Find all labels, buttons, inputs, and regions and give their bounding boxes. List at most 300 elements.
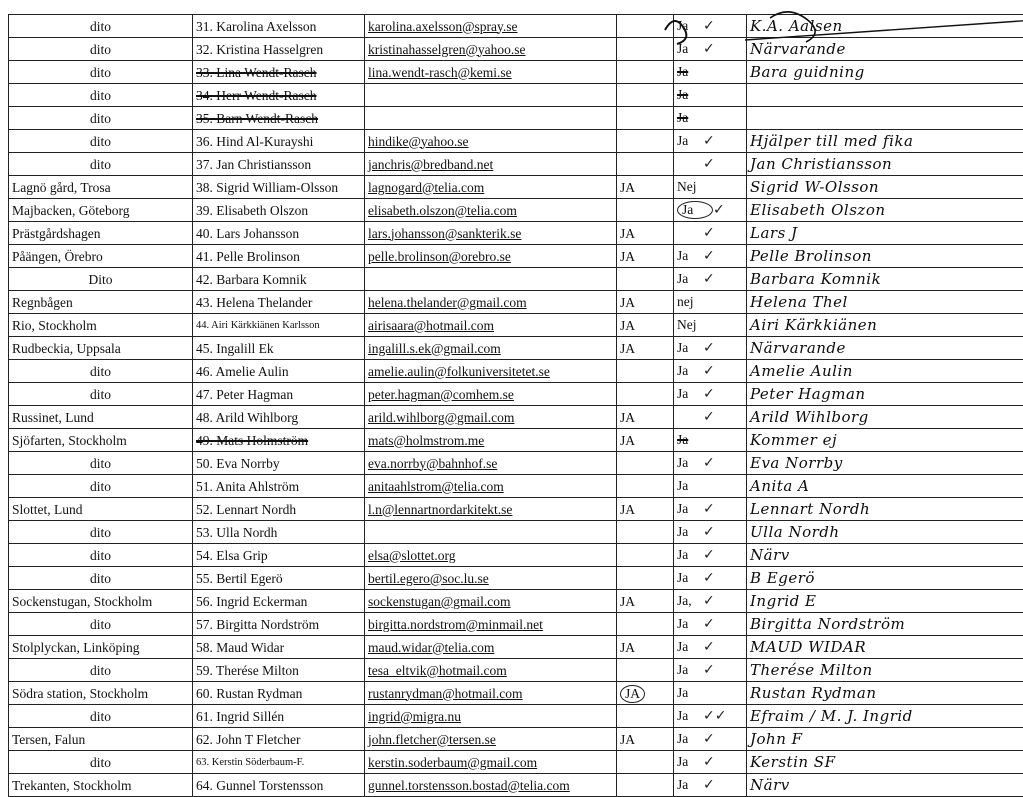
- place-cell: dito: [9, 475, 193, 498]
- attendance-answer: Nej: [677, 176, 703, 197]
- checkmark-icon: ✓: [703, 731, 715, 747]
- email-link[interactable]: anitaahlstrom@telia.com: [368, 479, 504, 494]
- attendance-answer: Ja: [677, 659, 703, 680]
- email-link[interactable]: sockenstugan@gmail.com: [368, 594, 511, 609]
- ja-cell: [617, 521, 674, 544]
- participant-name: 46. Amelie Aulin: [196, 364, 289, 379]
- ja-mark: JA: [620, 410, 635, 425]
- name-cell: [193, 268, 365, 291]
- name-cell: [193, 406, 365, 429]
- table-row: [9, 728, 1023, 751]
- ja-cell: [617, 222, 674, 245]
- table-row: [9, 521, 1023, 544]
- attendance-cell: [674, 774, 747, 797]
- table-row: [9, 659, 1023, 682]
- email-link[interactable]: birgitta.nordstrom@minmail.net: [368, 617, 543, 632]
- email-cell: [365, 153, 617, 176]
- ja-cell: [617, 429, 674, 452]
- attendance-cell: [674, 751, 747, 774]
- attendance-answer: Ja: [677, 84, 703, 105]
- email-link[interactable]: karolina.axelsson@spray.se: [368, 19, 518, 34]
- ja-mark: JA: [620, 295, 635, 310]
- participant-name: 45. Ingalill Ek: [196, 341, 274, 356]
- place-cell: Russinet, Lund: [9, 406, 193, 429]
- signature-cell: [747, 452, 1023, 475]
- email-link[interactable]: peter.hagman@comhem.se: [368, 387, 514, 402]
- name-cell: [193, 613, 365, 636]
- signature-cell: [747, 567, 1023, 590]
- table-row: [9, 475, 1023, 498]
- participant-name: 62. John T Fletcher: [196, 732, 301, 747]
- ja-mark: JA: [620, 180, 635, 195]
- participant-name: 54. Elsa Grip: [196, 548, 268, 563]
- email-cell: [365, 61, 617, 84]
- signature-text: Närv: [750, 776, 790, 794]
- name-cell: [193, 590, 365, 613]
- participant-name: 40. Lars Johansson: [196, 226, 299, 241]
- email-cell: [365, 613, 617, 636]
- participant-name: 61. Ingrid Sillén: [196, 709, 284, 724]
- signature-cell: [747, 84, 1023, 107]
- checkmark-icon: ✓: [703, 41, 715, 57]
- signature-text: John F: [750, 730, 803, 748]
- place-cell: Stolplyckan, Linköping: [9, 636, 193, 659]
- participant-name: 51. Anita Ahlström: [196, 479, 299, 494]
- email-link[interactable]: airisaara@hotmail.com: [368, 318, 494, 333]
- email-link[interactable]: l.n@lennartnordarkitekt.se: [368, 502, 512, 517]
- place-cell: Tersen, Falun: [9, 728, 193, 751]
- signature-cell: [747, 199, 1023, 222]
- place-cell: Södra station, Stockholm: [9, 682, 193, 705]
- signature-text: Helena Thel: [750, 293, 848, 311]
- signature-text: Kommer ej: [750, 431, 837, 449]
- participant-name: 57. Birgitta Nordström: [196, 617, 319, 632]
- place-cell: dito: [9, 84, 193, 107]
- ja-cell: [617, 245, 674, 268]
- place-cell: Majbacken, Göteborg: [9, 199, 193, 222]
- checkmark-icon: ✓: [703, 455, 715, 471]
- attendance-answer: Nej: [677, 314, 703, 335]
- attendance-cell: [674, 15, 747, 38]
- ja-cell: [617, 705, 674, 728]
- email-cell: [365, 291, 617, 314]
- attendance-cell: [674, 38, 747, 61]
- attendance-answer: nej: [677, 291, 703, 312]
- attendance-answer: Ja: [677, 360, 703, 381]
- email-cell: [365, 544, 617, 567]
- attendance-cell: [674, 590, 747, 613]
- attendance-cell: [674, 567, 747, 590]
- email-link[interactable]: maud.widar@telia.com: [368, 640, 494, 655]
- participant-name: 33. Lina Wendt-Rasch: [196, 65, 317, 80]
- email-link[interactable]: pelle.brolinson@orebro.se: [368, 249, 511, 264]
- signature-text: Lennart Nordh: [750, 500, 870, 518]
- email-link[interactable]: amelie.aulin@folkuniversitetet.se: [368, 364, 550, 379]
- signature-cell: [747, 107, 1023, 130]
- email-cell: [365, 659, 617, 682]
- table-row: [9, 199, 1023, 222]
- email-link[interactable]: rustanrydman@hotmail.com: [368, 686, 523, 701]
- table-row: [9, 406, 1023, 429]
- ja-cell: [617, 567, 674, 590]
- signature-text: Pelle Brolinson: [750, 247, 872, 265]
- table-row: [9, 176, 1023, 199]
- email-cell: [365, 751, 617, 774]
- participant-name: 47. Peter Hagman: [196, 387, 293, 402]
- signature-text: K.A. Aalsen: [750, 17, 843, 35]
- email-link[interactable]: elsa@slottet.org: [368, 548, 456, 563]
- email-link[interactable]: arild.wihlborg@gmail.com: [368, 410, 514, 425]
- attendance-answer: Ja: [677, 751, 703, 772]
- name-cell: [193, 567, 365, 590]
- email-link[interactable]: bertil.egero@soc.lu.se: [368, 571, 489, 586]
- place-cell: dito: [9, 452, 193, 475]
- ja-cell: [617, 774, 674, 797]
- place-cell: dito: [9, 751, 193, 774]
- email-cell: [365, 268, 617, 291]
- email-cell: [365, 498, 617, 521]
- participant-name: 38. Sigrid William-Olsson: [196, 180, 338, 195]
- ja-cell: [617, 61, 674, 84]
- table-row: [9, 383, 1023, 406]
- table-row: [9, 590, 1023, 613]
- attendance-answer: Ja: [677, 498, 703, 519]
- email-link[interactable]: hindike@yahoo.se: [368, 134, 469, 149]
- name-cell: [193, 429, 365, 452]
- table-row: [9, 774, 1023, 797]
- attendance-cell: [674, 498, 747, 521]
- checkmark-icon: ✓: [703, 271, 715, 287]
- signature-text: B Egerö: [750, 569, 815, 587]
- ja-cell: [617, 751, 674, 774]
- email-cell: [365, 360, 617, 383]
- attendance-cell: [674, 383, 747, 406]
- ja-mark: JA: [620, 685, 645, 703]
- attendance-cell: [674, 544, 747, 567]
- ja-cell: [617, 383, 674, 406]
- signature-text: Jan Christiansson: [750, 155, 892, 173]
- ja-cell: [617, 107, 674, 130]
- email-link[interactable]: elisabeth.olszon@telia.com: [368, 203, 517, 218]
- name-cell: [193, 314, 365, 337]
- signature-cell: [747, 705, 1023, 728]
- attendance-answer: Ja: [677, 452, 703, 473]
- participant-name: 41. Pelle Brolinson: [196, 249, 300, 264]
- attendance-answer: Ja: [677, 544, 703, 565]
- signature-text: Kerstin SF: [750, 753, 836, 771]
- email-link[interactable]: janchris@bredband.net: [368, 157, 493, 172]
- name-cell: [193, 130, 365, 153]
- attendance-cell: [674, 406, 747, 429]
- signature-cell: [747, 130, 1023, 153]
- attendance-answer: Ja: [677, 636, 703, 657]
- signature-cell: [747, 360, 1023, 383]
- email-cell: [365, 199, 617, 222]
- attendance-answer: Ja: [677, 682, 703, 703]
- email-link[interactable]: lagnogard@telia.com: [368, 180, 484, 195]
- signature-text: Ulla Nordh: [750, 523, 840, 541]
- participant-name: 60. Rustan Rydman: [196, 686, 302, 701]
- table-row: [9, 613, 1023, 636]
- place-cell: Rio, Stockholm: [9, 314, 193, 337]
- attendance-cell: [674, 84, 747, 107]
- signature-text: Barbara Komnik: [750, 270, 881, 288]
- participant-name: 36. Hind Al-Kurayshi: [196, 134, 313, 149]
- attendance-cell: [674, 429, 747, 452]
- ja-cell: [617, 360, 674, 383]
- email-link[interactable]: eva.norrby@bahnhof.se: [368, 456, 497, 471]
- email-cell: [365, 130, 617, 153]
- table-row: [9, 107, 1023, 130]
- attendance-cell: [674, 659, 747, 682]
- participant-name: 35. Barn Wendt-Rasch: [196, 111, 318, 126]
- checkmark-icon: ✓: [703, 616, 715, 632]
- ja-mark: JA: [620, 732, 635, 747]
- table-row: [9, 130, 1023, 153]
- place-cell: dito: [9, 613, 193, 636]
- place-cell: dito: [9, 153, 193, 176]
- signature-text: Therése Milton: [750, 661, 873, 679]
- name-cell: [193, 774, 365, 797]
- name-cell: [193, 176, 365, 199]
- place-cell: Trekanten, Stockholm: [9, 774, 193, 797]
- ja-cell: [617, 314, 674, 337]
- table-row: [9, 337, 1023, 360]
- signature-cell: [747, 774, 1023, 797]
- ja-cell: [617, 498, 674, 521]
- attendance-answer: Ja,: [677, 590, 703, 611]
- participant-name: 59. Therése Milton: [196, 663, 299, 678]
- signature-cell: [747, 245, 1023, 268]
- participant-name: 64. Gunnel Torstensson: [196, 778, 323, 793]
- ja-cell: [617, 406, 674, 429]
- checkmark-icon: ✓: [703, 363, 715, 379]
- checkmark-icon: ✓: [703, 662, 715, 678]
- signature-cell: [747, 636, 1023, 659]
- attendance-answer: Ja: [677, 245, 703, 266]
- email-cell: [365, 383, 617, 406]
- signature-cell: [747, 475, 1023, 498]
- attendance-answer: Ja: [677, 774, 703, 795]
- name-cell: [193, 475, 365, 498]
- email-cell: [365, 84, 617, 107]
- name-cell: [193, 383, 365, 406]
- signature-text: Airi Kärkkiänen: [750, 316, 877, 334]
- ja-cell: [617, 84, 674, 107]
- checkmark-icon: ✓: [703, 133, 715, 149]
- ja-cell: [617, 291, 674, 314]
- name-cell: [193, 498, 365, 521]
- attendance-cell: [674, 452, 747, 475]
- ja-cell: [617, 659, 674, 682]
- name-cell: [193, 728, 365, 751]
- place-cell: dito: [9, 15, 193, 38]
- email-link[interactable]: ingrid@migra.nu: [368, 709, 461, 724]
- participant-name: 34. Herr Wendt-Rasch: [196, 88, 317, 103]
- ja-cell: [617, 15, 674, 38]
- signature-cell: [747, 383, 1023, 406]
- table-row: [9, 268, 1023, 291]
- checkmark-icon: ✓: [703, 754, 715, 770]
- table-row: [9, 314, 1023, 337]
- signature-text: Ingrid E: [750, 592, 816, 610]
- name-cell: [193, 751, 365, 774]
- place-cell: Sockenstugan, Stockholm: [9, 590, 193, 613]
- attendance-answer: Ja: [677, 61, 703, 82]
- email-link[interactable]: helena.thelander@gmail.com: [368, 295, 527, 310]
- signature-text: Efraim / M. J. Ingrid: [750, 707, 913, 725]
- place-cell: Sjöfarten, Stockholm: [9, 429, 193, 452]
- email-link[interactable]: lina.wendt-rasch@kemi.se: [368, 65, 512, 80]
- signature-text: Elisabeth Olszon: [750, 201, 886, 219]
- email-link[interactable]: kristinahasselgren@yahoo.se: [368, 42, 526, 57]
- email-cell: [365, 705, 617, 728]
- name-cell: [193, 61, 365, 84]
- attendance-cell: [674, 337, 747, 360]
- signature-text: Rustan Rydman: [750, 684, 877, 702]
- participant-name: 37. Jan Christiansson: [196, 157, 311, 172]
- name-cell: [193, 107, 365, 130]
- ja-cell: [617, 337, 674, 360]
- name-cell: [193, 705, 365, 728]
- ja-cell: [617, 544, 674, 567]
- signature-text: Eva Norrby: [750, 454, 843, 472]
- email-link[interactable]: tesa_eltvik@hotmail.com: [368, 663, 507, 678]
- email-link[interactable]: ingalill.s.ek@gmail.com: [368, 341, 501, 356]
- attendance-cell: [674, 245, 747, 268]
- signature-cell: [747, 682, 1023, 705]
- email-cell: [365, 337, 617, 360]
- email-cell: [365, 452, 617, 475]
- email-cell: [365, 590, 617, 613]
- name-cell: [193, 636, 365, 659]
- attendance-cell: [674, 360, 747, 383]
- ja-mark: JA: [620, 341, 635, 356]
- checkmark-icon: ✓: [703, 777, 715, 793]
- email-cell: [365, 682, 617, 705]
- signature-cell: [747, 268, 1023, 291]
- attendance-cell: [674, 107, 747, 130]
- ja-cell: [617, 475, 674, 498]
- signature-cell: [747, 314, 1023, 337]
- table-row: [9, 751, 1023, 774]
- attendance-table: [8, 14, 1023, 797]
- signature-cell: [747, 590, 1023, 613]
- place-cell: Rudbeckia, Uppsala: [9, 337, 193, 360]
- checkmark-icon: ✓: [703, 501, 715, 517]
- attendance-cell: [674, 475, 747, 498]
- email-cell: [365, 774, 617, 797]
- ja-cell: [617, 452, 674, 475]
- place-cell: Prästgårdshagen: [9, 222, 193, 245]
- signature-text: Hjälper till med fika: [750, 132, 913, 150]
- checkmark-icon: ✓: [703, 386, 715, 402]
- ja-cell: [617, 199, 674, 222]
- attendance-cell: [674, 705, 747, 728]
- email-link[interactable]: john.fletcher@tersen.se: [368, 732, 496, 747]
- signature-cell: [747, 613, 1023, 636]
- participant-name: 50. Eva Norrby: [196, 456, 280, 471]
- email-cell: [365, 38, 617, 61]
- signature-cell: [747, 291, 1023, 314]
- table-row: [9, 360, 1023, 383]
- signature-cell: [747, 337, 1023, 360]
- participant-name: 58. Maud Widar: [196, 640, 284, 655]
- attendance-cell: [674, 130, 747, 153]
- checkmark-icon: ✓: [703, 547, 715, 563]
- checkmark-icon: ✓: [703, 593, 715, 609]
- attendance-answer: Ja: [677, 107, 703, 128]
- attendance-cell: [674, 176, 747, 199]
- signature-cell: [747, 38, 1023, 61]
- email-cell: [365, 314, 617, 337]
- checkmark-icon: ✓: [703, 639, 715, 655]
- signature-cell: [747, 222, 1023, 245]
- signature-cell: [747, 728, 1023, 751]
- attendance-cell: [674, 521, 747, 544]
- email-link[interactable]: kerstin.soderbaum@gmail.com: [368, 755, 537, 770]
- checkmark-icon: ✓: [703, 18, 715, 34]
- table-row: [9, 84, 1023, 107]
- attendance-answer: Ja: [677, 38, 703, 59]
- place-cell: dito: [9, 521, 193, 544]
- signature-text: Lars J: [750, 224, 798, 242]
- attendance-cell: [674, 314, 747, 337]
- table-row: [9, 38, 1023, 61]
- signature-cell: [747, 61, 1023, 84]
- email-link[interactable]: mats@holmstrom.me: [368, 433, 484, 448]
- ja-cell: [617, 590, 674, 613]
- checkmark-icon: ✓: [703, 225, 715, 241]
- ja-cell: [617, 682, 674, 705]
- ja-cell: [617, 153, 674, 176]
- ja-cell: [617, 38, 674, 61]
- table-row: [9, 15, 1023, 38]
- place-cell: dito: [9, 659, 193, 682]
- ja-cell: [617, 636, 674, 659]
- signature-text: Arild Wihlborg: [750, 408, 869, 426]
- signature-text: Birgitta Nordström: [750, 615, 905, 633]
- attendance-answer: Ja: [677, 268, 703, 289]
- ja-cell: [617, 728, 674, 751]
- attendance-cell: [674, 199, 747, 222]
- email-link[interactable]: lars.johansson@sankterik.se: [368, 226, 521, 241]
- attendance-cell: [674, 268, 747, 291]
- name-cell: [193, 199, 365, 222]
- name-cell: [193, 360, 365, 383]
- participant-name: 43. Helena Thelander: [196, 295, 312, 310]
- attendance-answer: Ja: [677, 130, 703, 151]
- attendance-cell: [674, 728, 747, 751]
- email-link[interactable]: gunnel.torstensson.bostad@telia.com: [368, 778, 570, 793]
- email-cell: [365, 15, 617, 38]
- name-cell: [193, 153, 365, 176]
- attendance-answer: Ja: [677, 337, 703, 358]
- name-cell: [193, 222, 365, 245]
- participant-name: 55. Bertil Egerö: [196, 571, 283, 586]
- attendance-answer: Ja: [677, 567, 703, 588]
- ja-mark: JA: [620, 318, 635, 333]
- signature-cell: [747, 429, 1023, 452]
- participant-name: 56. Ingrid Eckerman: [196, 594, 307, 609]
- attendance-answer: Ja: [677, 429, 703, 450]
- name-cell: [193, 38, 365, 61]
- email-cell: [365, 521, 617, 544]
- signature-text: Amelie Aulin: [750, 362, 853, 380]
- signature-text: Bara guidning: [750, 63, 865, 81]
- participant-name: 52. Lennart Nordh: [196, 502, 296, 517]
- ja-mark: JA: [620, 226, 635, 241]
